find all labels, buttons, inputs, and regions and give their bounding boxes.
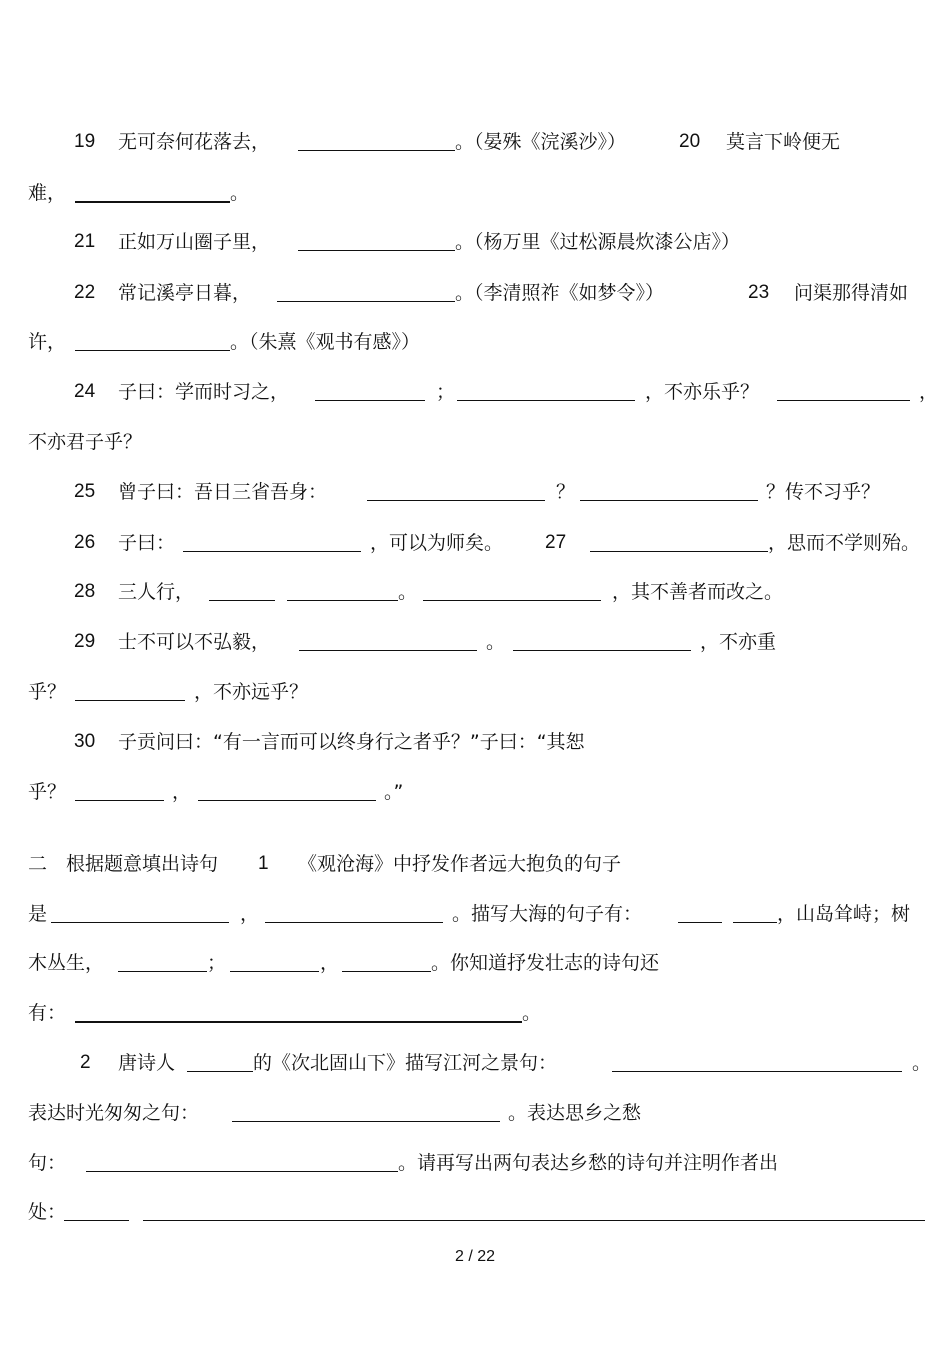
separator: ， xyxy=(919,381,939,403)
question-text: 曾子曰：吾日三省吾身： xyxy=(118,481,328,503)
question-text: 木丛生， xyxy=(28,952,105,974)
section-title: 二 根据题意填出诗句 xyxy=(28,853,219,875)
question-text: 表达时光匆匆之句： xyxy=(28,1102,200,1124)
question-text: 乎？ xyxy=(28,781,67,803)
question-text: 三人行， xyxy=(118,581,195,603)
answer-blank[interactable] xyxy=(143,1200,925,1221)
question-text: 。请再写出两句表达乡愁的诗句并注明作者出 xyxy=(398,1152,779,1174)
question-source: 。（杨万里《过松源晨炊漆公店》） xyxy=(455,231,741,253)
question-text: 子曰：学而时习之， xyxy=(118,381,290,403)
question-text: 问渠那得清如 xyxy=(794,282,909,304)
question-text: 不亦君子乎？ xyxy=(28,431,143,453)
question-text: 许， xyxy=(28,331,67,353)
line-end: 。 xyxy=(522,1002,542,1024)
answer-blank[interactable] xyxy=(423,580,601,601)
question-text: 。描写大海的句子有： xyxy=(452,903,643,925)
question-text: 子曰： xyxy=(118,532,176,554)
answer-blank[interactable] xyxy=(457,380,635,401)
question-text: 句： xyxy=(28,1152,67,1174)
question-number: 2 xyxy=(80,1052,91,1073)
answer-blank[interactable] xyxy=(590,531,768,552)
answer-blank[interactable] xyxy=(733,902,777,923)
answer-blank[interactable] xyxy=(75,1001,522,1023)
question-number: 1 xyxy=(258,853,269,874)
answer-blank[interactable] xyxy=(342,951,431,972)
answer-blank[interactable] xyxy=(75,330,230,351)
question-number: 23 xyxy=(748,282,770,303)
question-text: 。表达思乡之愁 xyxy=(508,1102,642,1124)
question-number: 20 xyxy=(679,131,701,152)
question-text: 唐诗人 xyxy=(118,1052,176,1074)
question-text: ，山岛耸峙；树 xyxy=(777,903,911,925)
question-text: ，不亦远乎？ xyxy=(194,681,309,703)
question-text: 难， xyxy=(28,182,67,204)
question-number: 29 xyxy=(74,631,96,652)
line-end: 。 xyxy=(230,182,250,204)
answer-blank[interactable] xyxy=(232,1101,500,1122)
question-text: 处： xyxy=(28,1201,67,1223)
question-text: ，其不善者而改之。 xyxy=(612,581,784,603)
question-text: 无可奈何花落去， xyxy=(118,131,271,153)
answer-blank[interactable] xyxy=(86,1151,398,1172)
separator: ； xyxy=(436,381,456,403)
separator: ； xyxy=(207,952,227,974)
question-text: 莫言下岭便无 xyxy=(726,131,841,153)
separator: 。 xyxy=(398,581,418,603)
answer-blank[interactable] xyxy=(183,531,361,552)
question-number: 24 xyxy=(74,381,96,402)
answer-blank[interactable] xyxy=(209,580,275,601)
answer-blank[interactable] xyxy=(75,780,164,801)
answer-blank[interactable] xyxy=(64,1200,129,1221)
question-number: 19 xyxy=(74,131,96,152)
question-number: 30 xyxy=(74,731,96,752)
answer-blank[interactable] xyxy=(75,181,230,203)
question-text: ，不亦重 xyxy=(700,631,777,653)
separator: ？ xyxy=(556,481,576,503)
answer-blank[interactable] xyxy=(230,951,319,972)
question-text: ，不亦乐乎？ xyxy=(645,381,760,403)
question-number: 27 xyxy=(545,532,567,553)
answer-blank[interactable] xyxy=(298,130,455,151)
question-source: 。（晏殊《浣溪沙》） xyxy=(455,131,627,153)
question-text: ，思而不学则殆。 xyxy=(768,532,921,554)
page-number: 2 / 22 xyxy=(454,1248,496,1265)
question-text: 。你知道抒发壮志的诗句还 xyxy=(431,952,660,974)
answer-blank[interactable] xyxy=(265,902,443,923)
answer-blank[interactable] xyxy=(678,902,722,923)
question-number: 21 xyxy=(74,231,96,252)
separator: ， xyxy=(240,903,260,925)
question-source: 。（李清照祚《如梦令》） xyxy=(455,282,665,304)
line-end: 。 xyxy=(912,1052,932,1074)
answer-blank[interactable] xyxy=(277,281,455,302)
answer-blank[interactable] xyxy=(287,580,398,601)
separator: ， xyxy=(320,952,340,974)
question-number: 25 xyxy=(74,481,96,502)
separator: ， xyxy=(172,781,192,803)
line-end: 。” xyxy=(384,781,404,803)
answer-blank[interactable] xyxy=(315,380,425,401)
question-text: 是 xyxy=(28,903,48,925)
answer-blank[interactable] xyxy=(51,902,229,923)
question-text: 士不可以不弘毅， xyxy=(118,631,271,653)
question-text: 有： xyxy=(28,1002,67,1024)
question-text: ？传不习乎？ xyxy=(766,481,881,503)
answer-blank[interactable] xyxy=(75,680,185,701)
question-text: 常记溪亭日暮， xyxy=(118,282,252,304)
question-number: 26 xyxy=(74,532,96,553)
answer-blank[interactable] xyxy=(367,480,545,501)
answer-blank[interactable] xyxy=(513,630,691,651)
question-number: 22 xyxy=(74,282,96,303)
answer-blank[interactable] xyxy=(198,780,376,801)
question-text: 《观沧海》中抒发作者远大抱负的句子 xyxy=(298,853,622,875)
answer-blank[interactable] xyxy=(580,480,758,501)
answer-blank[interactable] xyxy=(299,630,477,651)
question-source: 。（朱熹《观书有感》） xyxy=(230,331,421,353)
question-text: 的《次北固山下》描写江河之景句： xyxy=(253,1052,558,1074)
answer-blank[interactable] xyxy=(298,230,455,251)
answer-blank[interactable] xyxy=(612,1051,902,1072)
question-text: ，可以为师矣。 xyxy=(370,532,504,554)
answer-blank[interactable] xyxy=(118,951,207,972)
question-text: 正如万山圈子里， xyxy=(118,231,271,253)
question-number: 28 xyxy=(74,581,96,602)
question-text: 子贡问曰：“有一言而可以终身行之者乎？”子曰：“其恕 xyxy=(118,731,585,753)
question-text: 乎？ xyxy=(28,681,67,703)
separator: 。 xyxy=(486,631,506,653)
answer-blank[interactable] xyxy=(187,1051,253,1072)
answer-blank[interactable] xyxy=(777,380,910,401)
